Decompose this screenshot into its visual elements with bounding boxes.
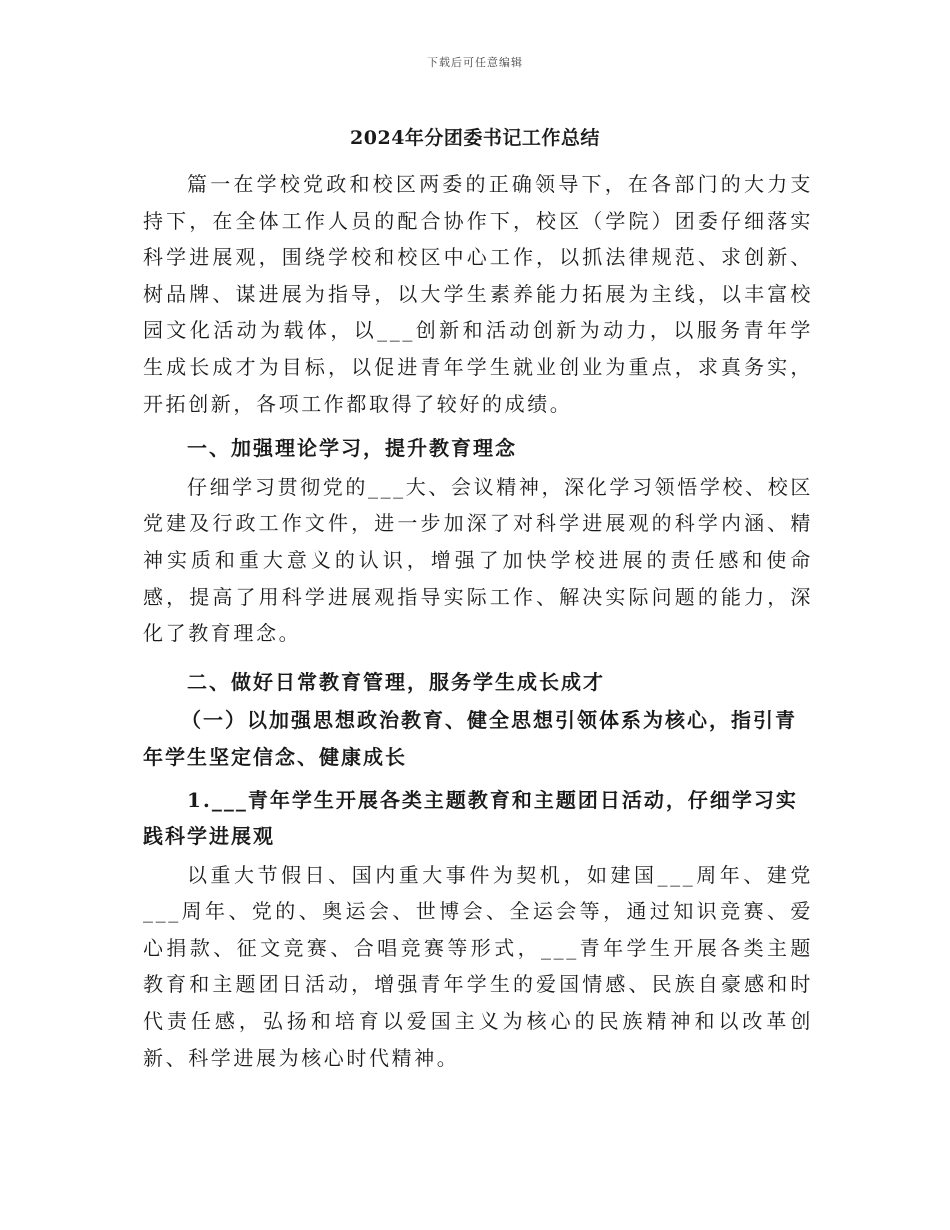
header-note: 下载后可任意编辑 — [427, 56, 523, 69]
subsection1-heading: （一）以加强思想政治教育、健全思想引领体系为核心，指引青年学生坚定信念、健康成长 — [143, 708, 797, 769]
section2-heading: 二、做好日常教育管理，服务学生成长成才 — [187, 669, 605, 694]
intro-paragraph: 篇一在学校党政和校区两委的正确领导下，在各部门的大力支持下，在全体工作人员的配合协作下，校区（学院）团委仔细落实科学进展观，围绕学校和校区中心工作，以抓法律规范、求创新、树品牌、谋进展为指导，以大学生素养能力拓展为主线，以丰富校园文化活动为载体，以___创新和活动创新为动力，以服务青年学生成长成才为目标，以促进青年学生就业创业为重点，求真务实，开拓创新，各项工作都取得了较好的成绩。 — [143, 172, 813, 416]
section1-paragraph: 仔细学习贯彻党的___大、会议精神，深化学习领悟学校、校区党建及行政工作文件，进一步加深了对科学进展观的科学内涵、精神实质和重大意义的认识，增强了加快学校进展的责任感和使命感，提高了用科学进展观指导实际工作、解决实际问题的能力，深化了教育理念。 — [143, 474, 813, 646]
item1-heading: 1.___青年学生开展各类主题教育和主题团日活动，仔细学习实践科学进展观 — [143, 787, 798, 849]
item1-paragraph: 以重大节假日、国内重大事件为契机，如建国___周年、建党___周年、党的、奥运会、世博会、全运会等，通过知识竞赛、爱心捐款、征文竞赛、合唱竞赛等形式，___青年学生开展各类主题教育和主题团日活动，增强青年学生的爱国情感、民族自豪感和时代责任感，弘扬和培育以爱国主义为核心的民族精神和以改革创新、科学进展为核心时代精神。 — [143, 862, 813, 1070]
document-body — [143, 166, 813, 1076]
section1-heading: 一、加强理论学习，提升教育理念 — [187, 436, 517, 461]
document-title: 2024年分团委书记工作总结 — [350, 127, 600, 149]
